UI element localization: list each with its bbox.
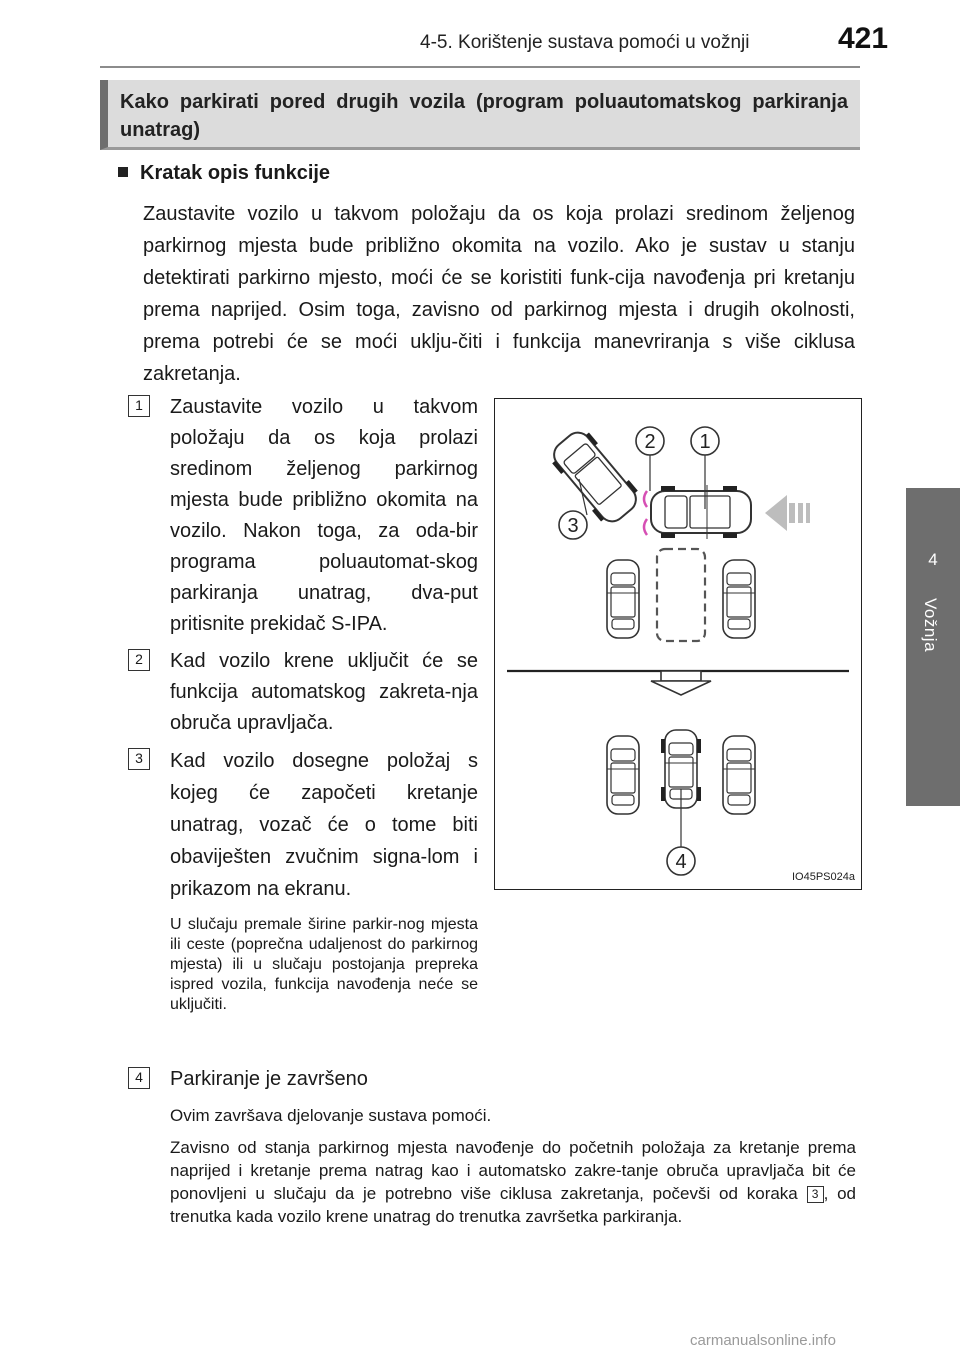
parked-car-left-bottom — [607, 736, 639, 814]
step-number-badge: 2 — [128, 649, 150, 671]
chapter-label: Vožnja — [921, 598, 940, 653]
page-number: 421 — [838, 22, 889, 55]
step-text: Kad vozilo krene uključit će se funkcija automatskog zakreta-nja obruča upravljača. — [170, 650, 478, 734]
step-number-badge: 3 — [128, 748, 150, 770]
figure-code: IO45PS024a — [792, 871, 855, 883]
section-title: Kako parkirati pored drugih vozila (program poluautomatskog parkiranja unatrag) — [120, 91, 848, 141]
footer-paragraph-before: Zavisno od stanja parkirnog mjesta navođenje do početnih položaja za kretanje prema naprijed i kretanje prema natrag kao i automatsko zakre-tanje obruča upravljača bit će ponovljeni u slučaju da je potrebno više ciklusa zakretanja, počevši od koraka — [170, 1138, 856, 1203]
parked-car-left-top — [607, 560, 639, 638]
subsection-heading — [118, 162, 330, 185]
maneuver-car-horizontal — [644, 485, 751, 539]
intro-paragraph: Zaustavite vozilo u takvom položaju da os koja prolazi sredinom željenog parkirnog mjesta bude približno okomita na vozilo. Ako je sustav u stanju detektirati parkirno mjesto, moći će se koristiti funk-cija navođenja pri kretanju prema naprijed. Osim toga, zavisno od parkirnog mjesta i drugih okolnosti, prema potrebi će se moći uklju-čiti i funkcija manevriranja s više ciklusa zakretanja. — [143, 203, 855, 385]
step-reference-badge: 3 — [807, 1186, 824, 1203]
step-text: Parkiranje je završeno — [170, 1068, 368, 1090]
callout-2 — [636, 427, 664, 491]
parked-car-right-bottom — [723, 736, 755, 814]
chapter-number: 4 — [928, 550, 938, 569]
section-title-box — [100, 80, 860, 150]
parked-car-right-top — [723, 560, 755, 638]
step-text: Kad vozilo dosegne položaj s kojeg će započeti kretanje unatrag, vozač će o tome biti obaviješten zvučnim signa-lom i prikazom na ekranu. — [170, 750, 478, 900]
subsection-heading-text: Kratak opis funkcije — [140, 162, 331, 184]
step-2 — [128, 646, 478, 739]
svg-text:1: 1 — [699, 431, 711, 453]
step-text: Zaustavite vozilo u takvom položaju da os koja prolazi sredinom željenog parkirnog mjesta bude približno okomita na vozilo. Nakon toga, za oda-bir programa poluautomat-skog parkiranja unatrag, dva-put pritisnite prekidač S-IPA. — [170, 396, 478, 635]
footer-paragraph — [170, 1136, 856, 1228]
parking-diagram-illustration — [495, 399, 860, 888]
svg-text:4: 4 — [675, 851, 687, 873]
step-note: U slučaju premale širine parkir-nog mjesta ili ceste (poprečna udaljenost do parkirnog mjesta) ili u slučaju postojanja prepreka ispred vozila, funkcija navođenja neće se uključiti. — [170, 916, 478, 1013]
down-arrow-icon — [651, 671, 711, 695]
step-number-badge: 1 — [128, 395, 150, 417]
watermark: carmanualsonline.info — [690, 1332, 836, 1349]
chapter-tab — [906, 488, 960, 806]
footer-paragraph-after: , od trenutka kada vozilo krene unatrag do trenutka završetka parkiranja. — [170, 1184, 856, 1226]
header-title: 4-5. Korištenje sustava pomoći u vožnji — [420, 32, 750, 53]
target-parking-space — [657, 549, 705, 641]
header-divider — [100, 66, 860, 68]
step-1 — [128, 392, 478, 640]
maneuver-car-diagonal — [546, 425, 644, 529]
direction-arrow-icon — [765, 495, 810, 531]
step-number-badge: 4 — [128, 1067, 150, 1089]
step-3 — [128, 745, 478, 1015]
svg-text:3: 3 — [567, 515, 579, 537]
footer-line: Ovim završava djelovanje sustava pomoći. — [170, 1106, 492, 1125]
svg-text:2: 2 — [644, 431, 656, 453]
parking-diagram — [494, 398, 862, 890]
step-4 — [128, 1064, 858, 1095]
square-bullet-icon — [118, 167, 128, 177]
